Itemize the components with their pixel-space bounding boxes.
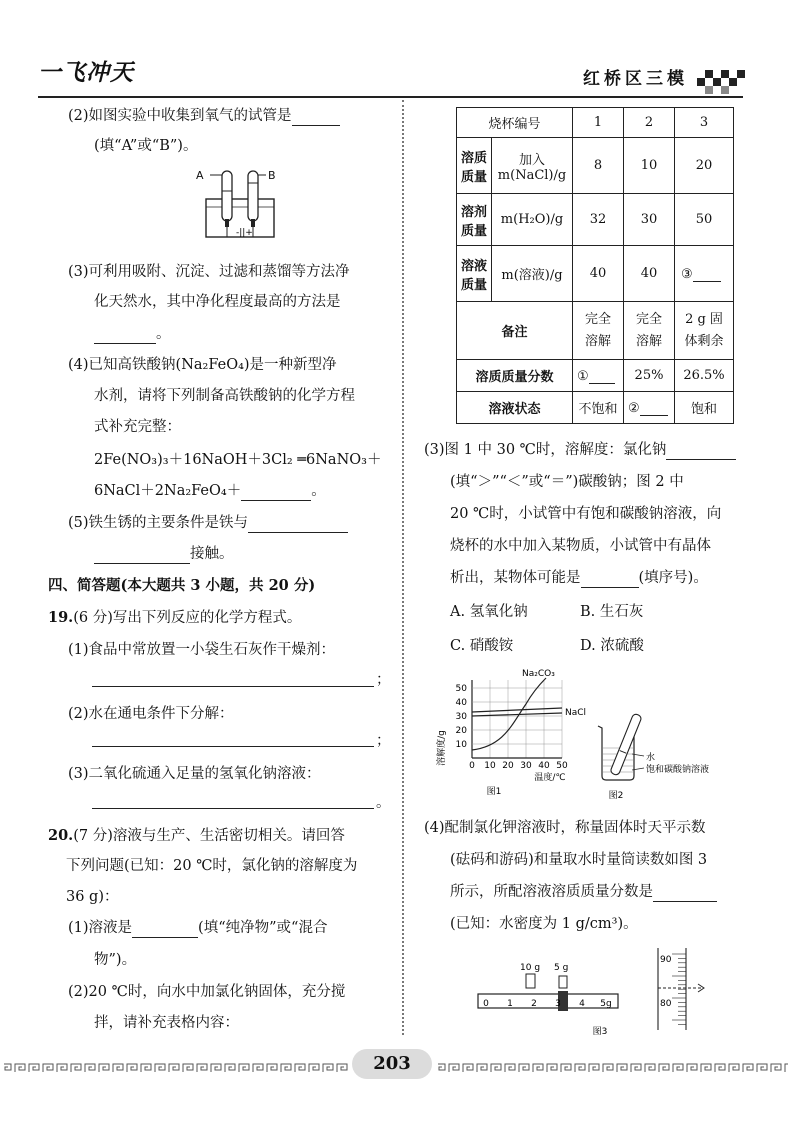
equation-line-2: 6NaCl＋2Na₂FeO₄＋ xyxy=(94,483,242,499)
fig3-scale: 4 xyxy=(579,999,585,1009)
fig1-ytick: 50 xyxy=(455,684,467,694)
fig1-xlabel: 温度/℃ xyxy=(534,773,566,783)
right-column xyxy=(402,0,800,1040)
cell: 40 xyxy=(573,246,624,302)
fig1-xtick: 0 xyxy=(469,761,475,771)
q3-text-2: 化天然水，其中净化程度最高的方法是 xyxy=(94,294,341,310)
q4-text-2: 水剂，请将下列制备高铁酸钠的化学方程 xyxy=(94,388,355,404)
cell: 30 xyxy=(624,194,675,246)
q5-text: (5)铁生锈的主要条件是铁与 xyxy=(68,515,249,531)
q20-2-line2: 拌，请补充表格内容： xyxy=(94,1015,239,1031)
series-title: 红桥区三模 xyxy=(583,69,688,89)
beaker-figure xyxy=(594,708,744,828)
fig2-caption: 图2 xyxy=(608,791,624,801)
q19-3: (3)二氧化硫通入足量的氢氧化钠溶液： xyxy=(68,766,321,782)
q19-2-end: ； xyxy=(376,733,391,749)
row-solvent-sub: m(H₂O)/g xyxy=(492,194,573,246)
solubility-figure xyxy=(434,668,614,828)
q2-hint: (填“A”或“B”)。 xyxy=(94,138,198,154)
fig1-label-nacl: NaCl xyxy=(565,708,587,718)
fig1-xtick: 10 xyxy=(484,761,496,771)
cell: 50 xyxy=(675,194,734,246)
fig2-label-solution: 饱和碳酸钠溶液 xyxy=(646,765,710,775)
cell: 不饱和 xyxy=(573,392,624,424)
rq4-line4: (已知：水密度为 1 g/cm³)。 xyxy=(450,916,638,932)
row-solute-label: 溶质 质量 xyxy=(457,138,492,194)
fig1-ylabel: 溶解度/g xyxy=(437,730,447,766)
cell: 2 g 固 体剩余 xyxy=(675,302,734,360)
balance-figure xyxy=(474,948,744,1040)
row-solution-label: 溶液 质量 xyxy=(457,246,492,302)
equation-line-1: 2Fe(NO₃)₃＋16NaOH＋3Cl₂ ═6NaNO₃＋ xyxy=(94,452,382,468)
row-note-label: 备注 xyxy=(457,302,573,360)
section-heading: 四、简答题(本大题共 3 小题，共 20 分) xyxy=(48,577,316,594)
fig-label-a: A xyxy=(196,169,204,182)
fig3-scale: 3 xyxy=(555,999,561,1009)
q19-title: (6 分)写出下列反应的化学方程式。 xyxy=(73,610,302,626)
fig1-ytick: 10 xyxy=(455,740,467,750)
fig1-ytick: 20 xyxy=(455,726,467,736)
page-number: 203 xyxy=(352,1049,432,1079)
q19-number: 19. xyxy=(48,609,74,626)
option-d: D. 浓硫酸 xyxy=(580,638,644,654)
q19-2: (2)水在通电条件下分解： xyxy=(68,706,234,722)
answer-line-2 xyxy=(92,746,374,747)
q5-end: 接触。 xyxy=(190,546,234,562)
rq3-line5-end: (填序号)。 xyxy=(638,570,708,586)
q4-text: (4)已知高铁酸钠(Na₂FeO₄)是一种新型净 xyxy=(68,357,337,373)
option-b: B. 生石灰 xyxy=(580,604,644,620)
rq3-line1: (3)图 1 中 30 ℃时，溶解度：氯化钠 xyxy=(424,442,667,458)
fig1-xtick: 30 xyxy=(520,761,532,771)
row-state-label: 溶液状态 xyxy=(457,392,573,424)
fig1-ytick: 40 xyxy=(455,698,467,708)
q4-text-3: 式补充完整： xyxy=(94,419,181,435)
q20-1: (1)溶液是 xyxy=(68,920,133,936)
fig2-label-water: 水 xyxy=(646,753,656,763)
fig3-weight-5g: 5 g xyxy=(554,963,569,973)
q20-2: (2)20 ℃时，向水中加氯化钠固体，充分搅 xyxy=(68,984,346,1000)
cell-blank-2: ② xyxy=(624,392,675,424)
fig3-scale: 2 xyxy=(531,999,537,1009)
q20-number: 20. xyxy=(48,827,74,844)
row-solution-sub: m(溶液)/g xyxy=(492,246,573,302)
fig3-weight-10g: 10 g xyxy=(520,963,541,973)
q20-line1: (7 分)溶液与生产、生活密切相关。请回答 xyxy=(73,828,345,844)
fig1-xtick: 40 xyxy=(538,761,550,771)
cell: 26.5% xyxy=(675,360,734,392)
rq4-line3: 所示，所配溶液溶质质量分数是 xyxy=(450,884,653,900)
fig3-scale: 1 xyxy=(507,999,513,1009)
fig3-scale: 0 xyxy=(483,999,489,1009)
row-frac-label: 溶质质量分数 xyxy=(457,360,573,392)
q20-1-end: 物”)。 xyxy=(94,952,137,968)
q20-line2: 下列问题(已知：20 ℃时，氯化钠的溶解度为 xyxy=(66,858,358,874)
cell: 完全 溶解 xyxy=(573,302,624,360)
answer-line-3 xyxy=(92,808,374,809)
option-c: C. 硝酸铵 xyxy=(450,638,514,654)
answer-line-1 xyxy=(92,686,374,687)
q19-1: (1)食品中常放置一小袋生石灰作干燥剂： xyxy=(68,642,336,658)
rq3-line5: 析出，某物体可能是 xyxy=(450,570,581,586)
q19-1-end: ； xyxy=(376,672,391,688)
nacl-curve xyxy=(472,708,562,712)
row-solute-sub: 加入 m(NaCl)/g xyxy=(492,138,573,194)
q3-text: (3)可利用吸附、沉淀、过滤和蒸馏等方法净 xyxy=(68,264,350,280)
cell: 25% xyxy=(624,360,675,392)
fig1-xtick: 20 xyxy=(502,761,514,771)
th-2: 2 xyxy=(624,108,675,138)
fig-label-b: B xyxy=(268,169,276,182)
th-1: 1 xyxy=(573,108,624,138)
cell: 10 xyxy=(624,138,675,194)
q20-1-mid: (填“纯净物”或“混合 xyxy=(198,920,328,936)
cylinder-ticks xyxy=(672,954,686,1024)
fig3-caption: 图3 xyxy=(592,1027,608,1037)
brand-logo: 一飞冲天 xyxy=(38,60,134,86)
svg-text:-||+: -||+ xyxy=(236,228,253,238)
cell: 饱和 xyxy=(675,392,734,424)
rq4-line2: (砝码和游码)和量取水时量筒读数如图 3 xyxy=(450,852,708,868)
left-column xyxy=(0,0,400,1040)
fig1-xtick: 50 xyxy=(556,761,568,771)
nacl-curve-2 xyxy=(472,713,562,716)
cell: 32 xyxy=(573,194,624,246)
rq4-line1: (4)配制氯化钾溶液时，称量固体时天平示数 xyxy=(424,820,706,836)
fig3-cyl-90: 90 xyxy=(660,955,672,965)
q20-line3: 36 g)： xyxy=(66,889,119,905)
cell: 20 xyxy=(675,138,734,194)
cell: 完全 溶解 xyxy=(624,302,675,360)
cell: 8 xyxy=(573,138,624,194)
q3-end: 。 xyxy=(156,326,171,342)
fig1-label-na2co3: Na₂CO₃ xyxy=(522,669,555,679)
rq3-line3: 20 ℃时，小试管中有饱和碳酸钠溶液，向 xyxy=(450,506,722,522)
option-a: A. 氢氧化钠 xyxy=(450,604,528,620)
fig3-scale: 5g xyxy=(600,999,612,1009)
q2-text: (2)如图实验中收集到氧气的试管是 xyxy=(68,108,292,124)
fig3-cyl-80: 80 xyxy=(660,999,672,1009)
cell: 40 xyxy=(624,246,675,302)
th-3: 3 xyxy=(675,108,734,138)
fig1-caption: 图1 xyxy=(486,787,502,797)
eq-end: 。 xyxy=(311,483,326,499)
rq3-line4: 烧杯的水中加入某物质，小试管中有晶体 xyxy=(450,538,711,554)
fig1-ytick: 30 xyxy=(455,712,467,722)
rq3-line2: (填“＞”“＜”或“＝”)碳酸钠；图 2 中 xyxy=(450,474,684,490)
q19-3-end: 。 xyxy=(376,795,391,811)
row-solvent-label: 溶剂 质量 xyxy=(457,194,492,246)
th-beaker: 烧杯编号 xyxy=(457,108,573,138)
cell-blank-3: ③ xyxy=(675,246,734,302)
cell-blank-1: ① xyxy=(573,360,624,392)
